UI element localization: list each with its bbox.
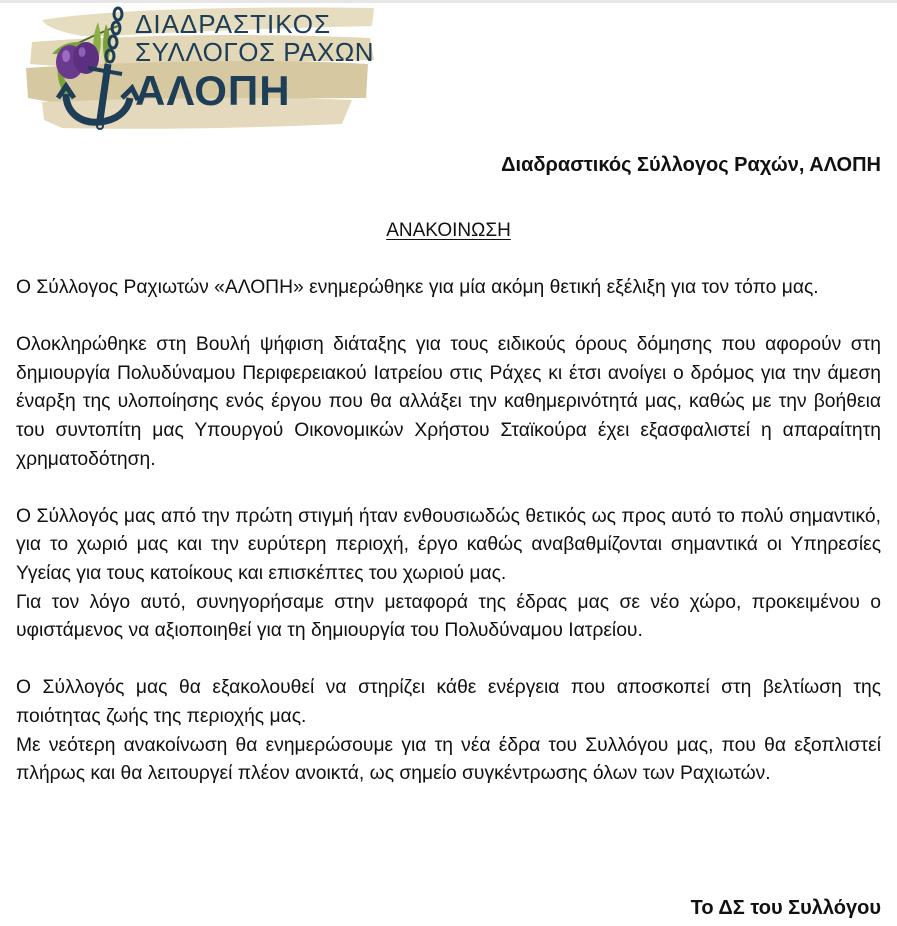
announcement-body xyxy=(16,274,881,789)
logo xyxy=(22,2,382,134)
paragraph-spacer xyxy=(16,474,881,503)
announcement-heading xyxy=(0,220,897,242)
paragraph: Με νεότερη ανακοίνωση θα ενημερώσουμε για τη νέα έδρα του Συλλόγου μας, που θα εξοπλιστεί πλήρως και θα λειτουργεί πλέον ανοικτά, ως σημείο συγκέντρωσης όλων των Ραχιωτών. xyxy=(16,734,881,785)
logo-text xyxy=(135,10,374,114)
paragraph: Ο Σύλλογος Ραχιωτών «ΑΛΟΠΗ» ενημερώθηκε για μία ακόμη θετική εξέλιξη για τον τόπο μας. xyxy=(16,277,819,298)
paragraph: Ο Σύλλογός μας θα εξακολουθεί να στηρίζει κάθε ενέργεια που αποσκοπεί στη βελτίωση της ποιότητας ζωής της περιοχής μας. xyxy=(16,677,881,727)
logo-line-1: ΔΙΑΔΡΑΣΤΙΚΟΣ xyxy=(135,9,332,39)
paragraph: Ο Σύλλογός μας από την πρώτη στιγμή ήταν ενθουσιωδώς θετικός ως προς αυτό το πολύ σημαντικό, για το χωριό μας και την ευρύτερη περιοχή, έργο καθώς αναβαθμίζονται σημαντικά οι Υπηρεσίες Υγείας για τους κατοίκους και επισκέπτες του χωριού μας. xyxy=(16,505,881,584)
org-title: Διαδραστικός Σύλλογος Ραχών, ΑΛΟΠΗ xyxy=(501,154,881,176)
announcement-heading-text: ΑΝΑΚΟΙΝΩΣΗ xyxy=(386,220,511,241)
signature: Το ΔΣ του Συλλόγου xyxy=(690,897,881,919)
paragraph: Ολοκληρώθηκε στη Βουλή ψήφιση διάταξης για τους ειδικούς όρους δόμησης που αφορούν στη δημιουργία Πολυδύναμου Περιφερειακού Ιατρείου στις Ράχες κι έτσι ανοίγει ο δρόμος για την άμεση έναρξη της υλοποίησης ενός έργου που θα αλλάξει την καθημερινότητά μας, καθώς με την βοήθεια του συντοπίτη μας Υπουργού Οικονομικών Χρήστου Σταϊκούρα έχει εξασφαλιστεί η απαραίτητη χρηματοδότηση. xyxy=(16,334,881,470)
logo-line-3: ΑΛΟΠΗ xyxy=(135,67,291,114)
paragraph-spacer xyxy=(16,646,881,675)
paragraph-spacer xyxy=(16,303,881,332)
paragraph: Για τον λόγο αυτό, συνηγορήσαμε στην μεταφορά της έδρας μας σε νέο χώρο, προκειμένου ο υφιστάμενος να αξιοποιηθεί για τη δημιουργία του Πολυδύναμου Ιατρείου. xyxy=(16,591,881,642)
logo-line-2: ΣΥΛΛΟΓΟΣ ΡΑΧΩΝ xyxy=(135,37,375,67)
